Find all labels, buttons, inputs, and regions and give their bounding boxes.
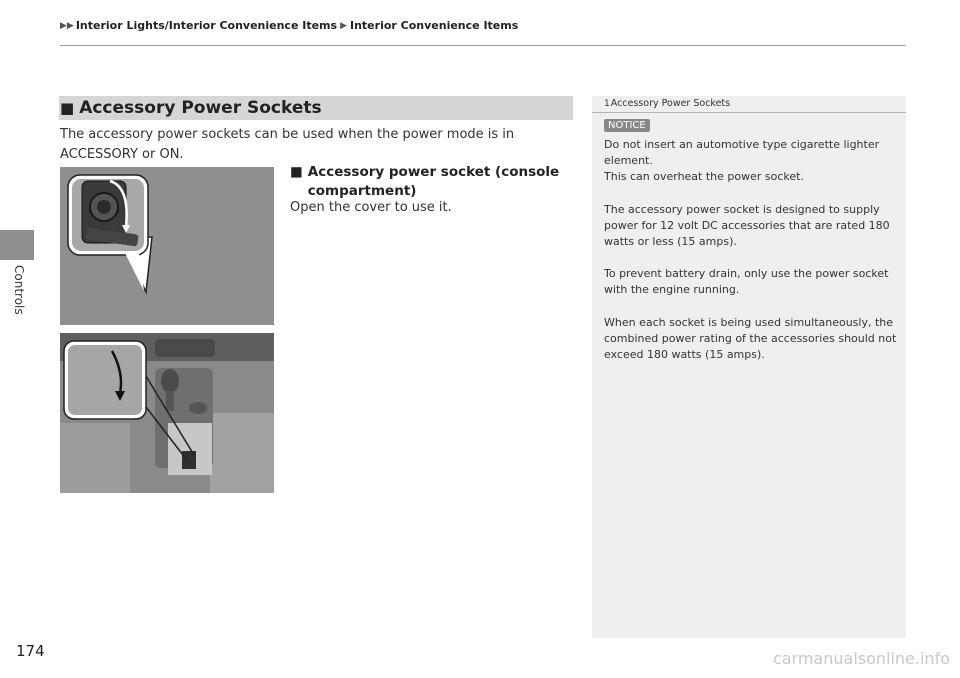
sidebar-paragraph: To prevent battery drain, only use the power socket with the engine running. [604, 267, 889, 297]
square-bullet-icon: ■ [60, 99, 75, 117]
subsection-body: Open the cover to use it. [290, 200, 452, 215]
page-number: 174 [16, 642, 45, 660]
breadcrumb [60, 19, 518, 32]
console-location-illustration [60, 333, 274, 493]
watermark: carmanualsonline.info [772, 649, 950, 668]
subsection-heading [290, 163, 560, 201]
double-arrow-icon: ▶▶ [60, 20, 74, 31]
subsection-title: Accessory power socket (console compartment) [307, 164, 560, 199]
sidebar-title [604, 98, 730, 109]
sidebar-title-text: Accessory Power Sockets [610, 98, 731, 109]
breadcrumb-item-1[interactable]: Interior Lights/Interior Convenience Items [75, 19, 338, 32]
chapter-tab [0, 230, 34, 260]
socket-closeup-illustration [60, 167, 274, 325]
header-divider [60, 45, 906, 46]
chapter-tab-label: Controls [12, 265, 26, 315]
section-header [59, 96, 573, 120]
sidebar-paragraph: When each socket is being used simultaneously, the combined power rating of the accessories should not exceed 180 watts (15 amps). [604, 315, 897, 362]
section-title: Accessory Power Sockets [79, 98, 322, 118]
notice-badge: NOTICE [604, 119, 650, 132]
arrow-icon: ▶ [340, 20, 347, 31]
square-bullet-icon: ■ [290, 164, 303, 180]
sidebar-divider [592, 112, 906, 113]
sidebar-paragraph: The accessory power socket is designed to supply power for 12 volt DC accessories that are rated 180 watts or less (15 amps). [604, 202, 890, 249]
sidebar-notes [592, 96, 906, 638]
reference-icon: 1 [604, 99, 610, 109]
sidebar-paragraph: Do not insert an automotive type cigarette lighter element. This can overheat the power socket. [604, 138, 880, 184]
intro-paragraph: The accessory power sockets can be used when the power mode is in ACCESSORY or ON. [60, 127, 515, 162]
sidebar-text [604, 137, 900, 379]
breadcrumb-item-2[interactable]: Interior Convenience Items [350, 19, 519, 32]
